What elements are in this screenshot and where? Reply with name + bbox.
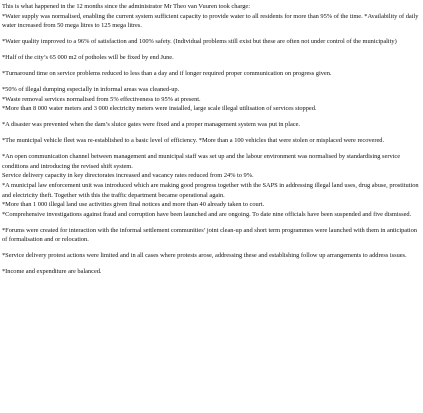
paragraph-dam: *A disaster was prevented when the dam’s sluice gates were fixed and a proper management system was put in place. <box>2 121 301 129</box>
paragraph-communication: *An open communication channel between management and municipal staff was set up and the labour environment was normalised by standardising service conditions and introducing the revised shift system. <box>2 153 401 170</box>
paragraph-water-quality: *Water quality improved to a 96% of satisfaction and 100% safety. (Individual problems still exist but these are often not under control of the municipality) <box>2 38 397 46</box>
paragraph-waste-removal: *Waste removal services normalised from 5% effectiveness to 95% at present. <box>2 95 201 103</box>
paragraph-law-enforcement: *A municipal law enforcement unit was introduced which are making good progress together with the SAPS in addressing illegal land uses, drug abuse, prostitution and electricity theft. Together with this the traffic department became operational again. <box>2 182 419 199</box>
paragraph-turnaround: *Turnaround time on service problems reduced to less than a day and if longer required proper communication on progress given. <box>2 70 332 78</box>
paragraph-vehicle-fleet: *The municipal vehicle fleet was re-established to a basic level of efficiency. *More than a 100 vehicles that were stolen or misplaced were recovered. <box>2 137 385 145</box>
paragraph-meters: *More than 8 000 water meters and 3 000 electricity meters were installed, large scale illegal utilisation of services stopped. <box>2 105 317 113</box>
paragraph-illegal-dumping: *50% of illegal dumping especially in informal areas was cleaned-up. <box>2 86 180 94</box>
paragraph-illegal-land-use: *More than 1 000 illegal land use activities given final notices and more than 40 already taken to court. <box>2 201 265 209</box>
paragraph-protests: *Service delivery protest actions were limited and in all cases where protests arose, addressing these and establishing follow up arrangements to address issues. <box>2 252 407 260</box>
paragraph-forums: *Forums were created for interaction with the informal settlement communities’ joint clean-up and short term programmes were launched with them in anticipation of formalisation and or relocation. <box>2 226 417 244</box>
paragraph-investigations: *Comprehensive investigations against fraud and corruption have been launched and are ongoing. To date nine officials have been suspended and five dismissed. <box>2 210 412 218</box>
paragraph-potholes: *Half of the city’s 65 000 m2 of potholes will be fixed by end June. <box>2 54 174 62</box>
paragraph-water-supply: *Water supply was normalised, enabling the current system sufficient capacity to provide water to all residents for more than 95% of the time. *Availability of daily water increased from 50 mega litres to 125 mega litres. <box>2 12 419 30</box>
intro-line: This is what happened in the 12 months since the administrator Mr Theo van Vuuren took charge: <box>2 3 250 10</box>
paragraph-income: *Income and expenditure are balanced. <box>2 268 102 276</box>
paragraph-service-capacity: Service delivery capacity in key directorates increased and vacancy rates reduced from 24% to 9%. <box>2 172 254 180</box>
document-body <box>2 2 420 277</box>
